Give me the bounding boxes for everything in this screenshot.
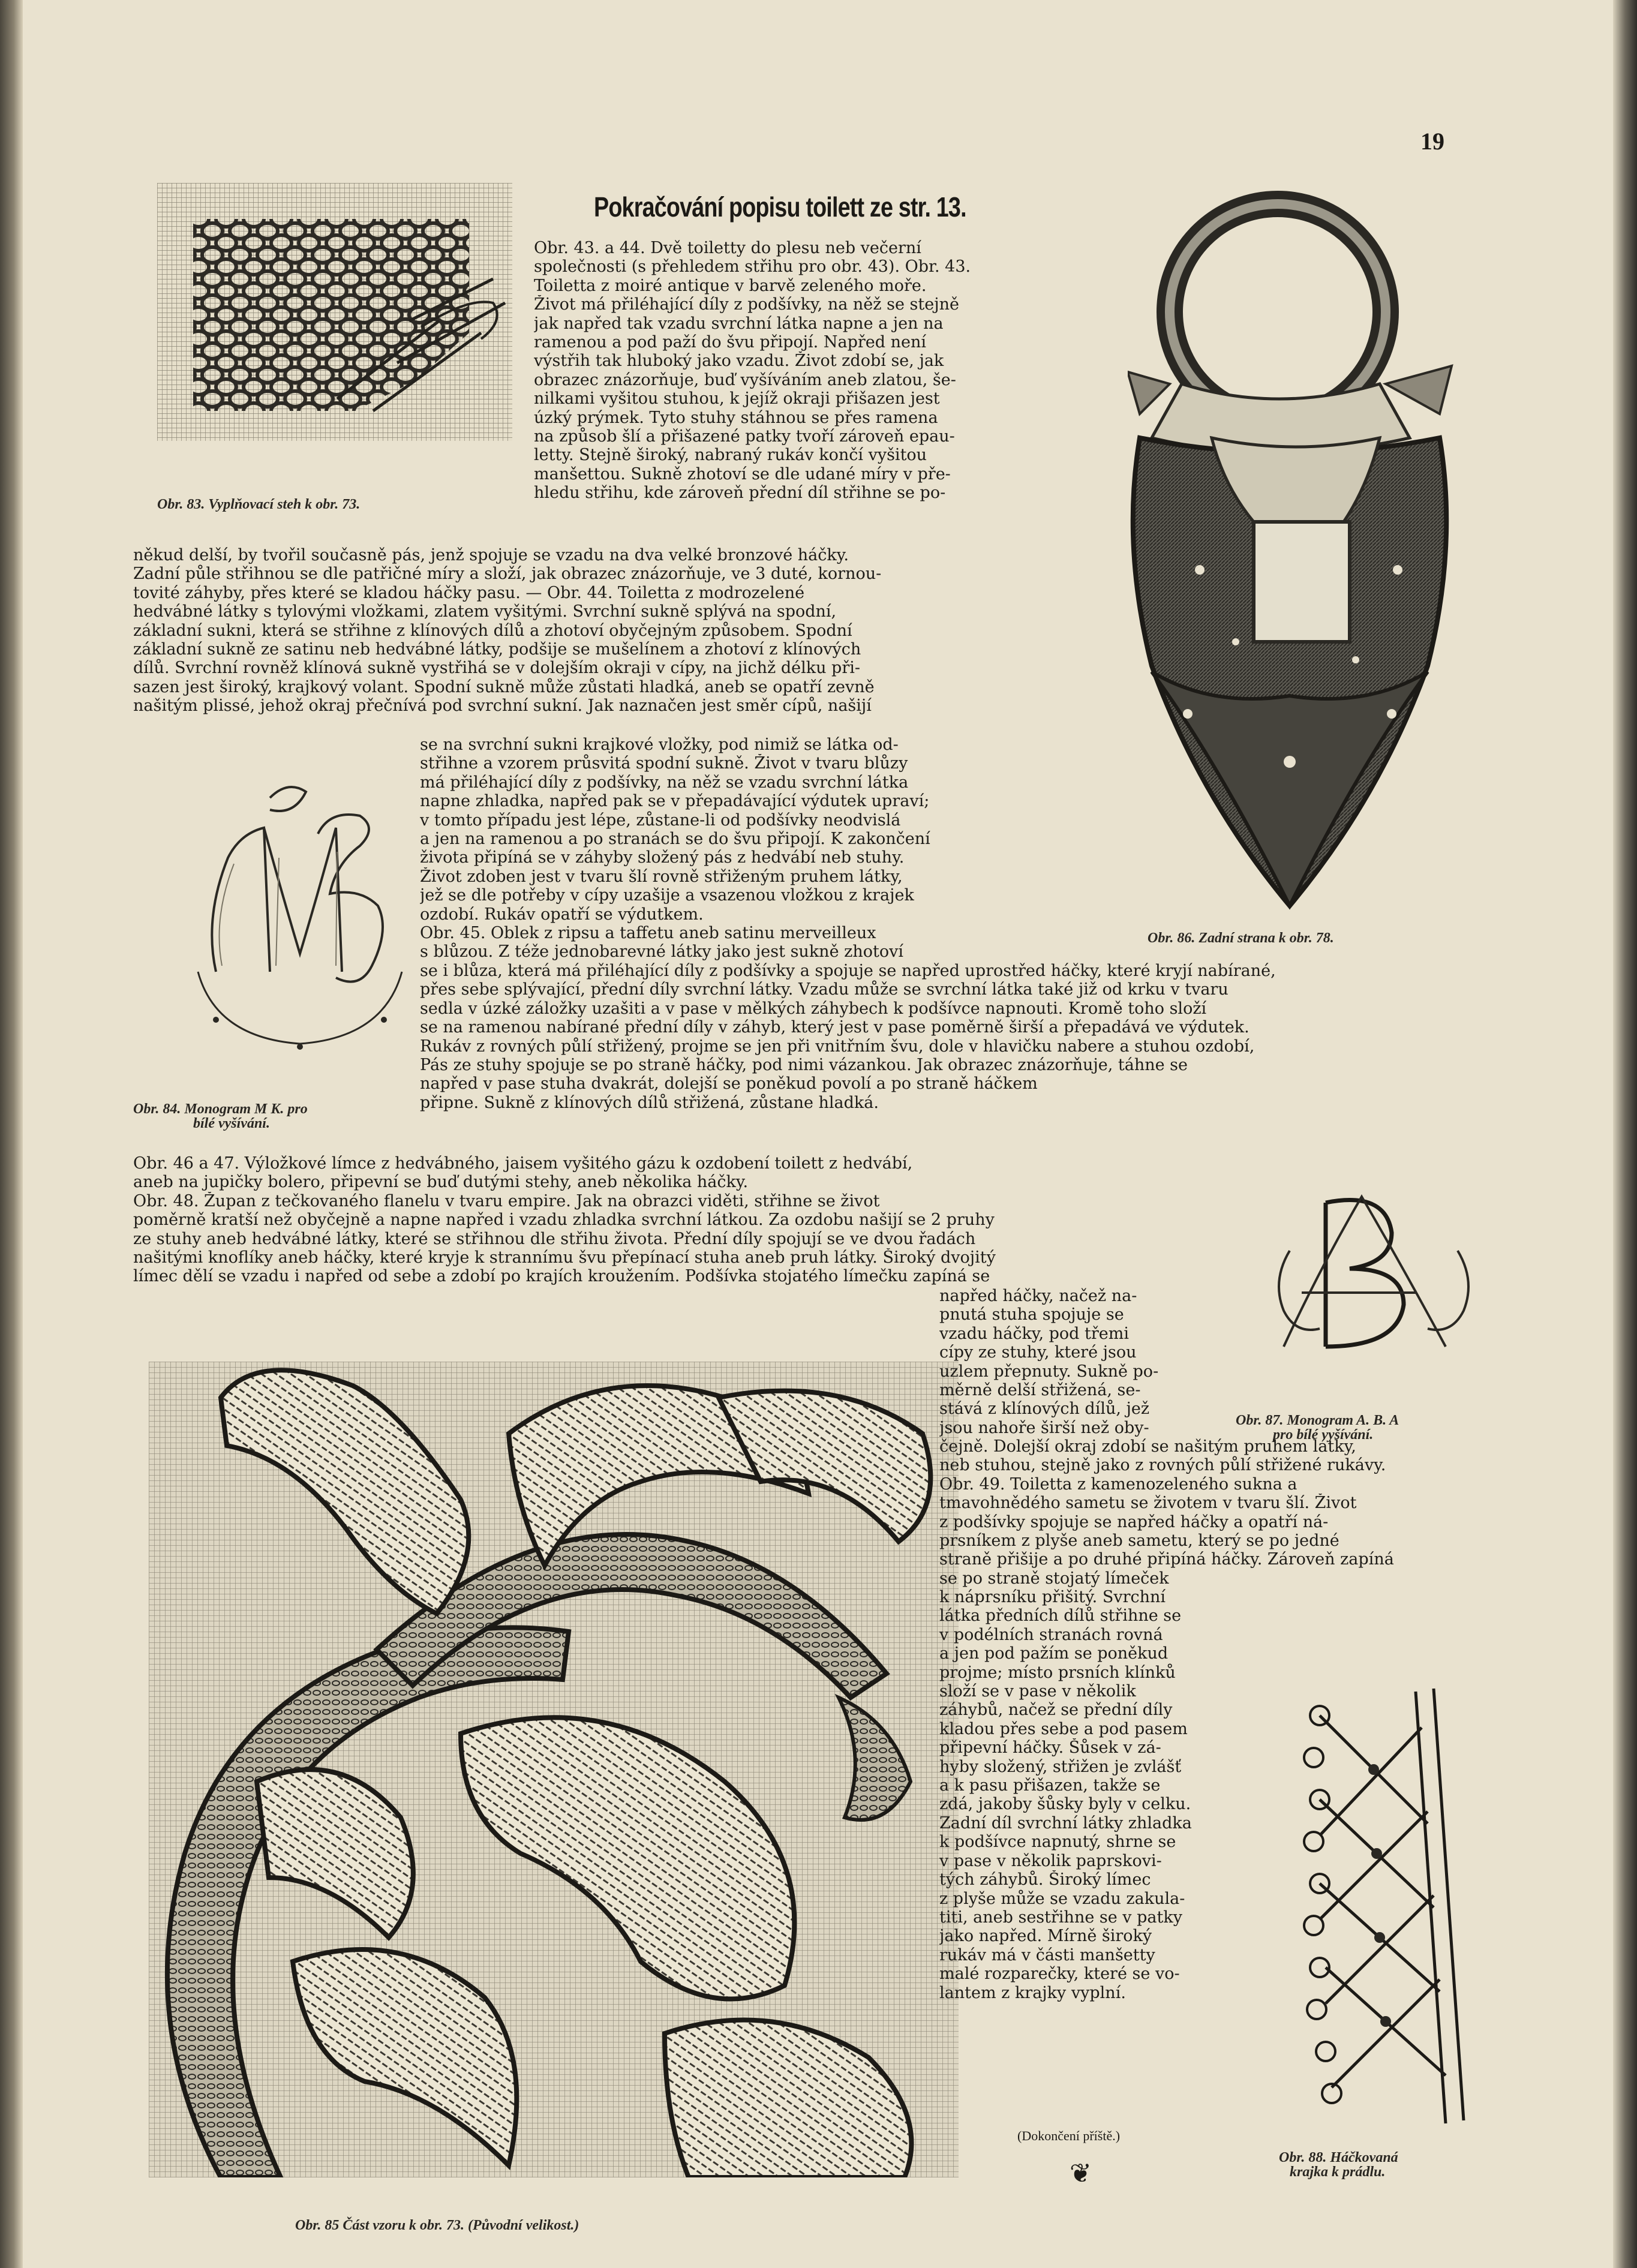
text-line: připne. Sukně z klínových dílů střižená, zůstane hladká.	[420, 1093, 879, 1112]
text-line: a jen pod pažím se poněkud	[939, 1644, 1169, 1663]
text-block-obr-49	[939, 1437, 1458, 1588]
text-line: napne zhladka, napřed pak se v přepadávající výdutek upraví;	[420, 792, 930, 811]
page-edge-shadow	[1613, 0, 1637, 2268]
text-line: zdá, jakoby šůsky byly v celku.	[939, 1795, 1191, 1814]
page-spine-shadow	[0, 0, 23, 2268]
text-line: našitým plissé, jehož okraj přečnívá pod svrchní sukní. Jak naznačen jest směr cípů, našijí	[133, 696, 872, 716]
text-line: Obr. 43. a 44. Dvě toiletty do plesu neb večerní	[534, 239, 921, 257]
text-line: límec dělí se vzadu i napřed od sebe a zdobí po krajích kroužením. Podšívka stojatého límečku zapíná se	[133, 1267, 990, 1286]
text-line: čejně. Dolejší okraj zdobí se našitým pruhem látky,	[939, 1437, 1356, 1456]
text-line: složí se v pase v několik	[939, 1682, 1136, 1701]
text-line: jak napřed tak vzadu svrchní látka napne a jen na	[534, 314, 944, 333]
text-line: Život zdoben jest v tvaru šlí rovně střiženým pruhem látky,	[420, 867, 903, 886]
text-line: z plyše může se vzadu zakula-	[939, 1889, 1185, 1908]
text-line: přes sebe splývající, přední díly svrchní látky. Vzadu může se svrchní látka také již od krku v tvaru	[420, 980, 1228, 999]
page-number: 19	[1420, 128, 1444, 155]
text-line: sazen jest široký, krajkový volant. Spodní sukně může zůstati hladká, aneb se opatří zevně	[133, 677, 875, 696]
figure-85-caption: Obr. 85 Část vzoru k obr. 73. (Původní velikost.)	[295, 2218, 579, 2233]
text-line: s blůzou. Z téže jednobarevné látky jako jest sukně zhotoví	[420, 942, 903, 962]
text-line: tmavohnědého sametu se životem v tvaru šlí. Život	[939, 1494, 1357, 1513]
text-line: měrně delší střižená, se-	[939, 1381, 1141, 1400]
text-line: Život má přiléhající díly z podšívky, na něž se stejně	[534, 295, 959, 314]
text-line: Obr. 46 a 47. Výložkové límce z hedvábného, jaisem vyšitého gázu k ozdobení toilett z hedvábí,	[133, 1154, 913, 1173]
text-line: napřed háčky, načež na-	[939, 1287, 1137, 1305]
text-line: a jen na ramenou a po stranách se do švu připojí. K zakončení	[420, 830, 930, 849]
text-line: lantem z krajky vyplní.	[939, 1983, 1126, 2002]
text-line: sedla v úzké záložky uzašiti a v pase v mělkých záhybech k podšívce napnouti. Kromě toho složí	[420, 999, 1207, 1018]
text-line: Rukáv z rovných půlí střižený, projme se jen při vnitřním švu, dole v hlavičku nabere a stuhou ozdobí,	[420, 1037, 1255, 1056]
text-line: Obr. 45. Oblek z ripsu a taffetu aneb satinu merveilleux	[420, 924, 876, 943]
text-line: Pás ze stuhy spojuje se po straně háčky, pod nimi vázankou. Jak obrazec znázorňuje, táhne se	[420, 1056, 1188, 1075]
text-line: dílů. Svrchní rovněž klínová sukně vystřihá se v dolejším okraji v cípy, na jichž délku při-	[133, 659, 861, 678]
text-line: prsníkem z plyše aneb sametu, který se po jedné	[939, 1531, 1339, 1551]
text-line: hedvábné látky s tylovými vložkami, zlatem vyšitými. Svrchní sukně splývá na spodní,	[133, 602, 837, 621]
text-line: jsou nahoře širší než oby-	[939, 1418, 1149, 1437]
text-line: jako napřed. Mírně široký	[939, 1927, 1152, 1946]
figure-88-caption-line2: krajka k prádlu.	[1290, 2164, 1386, 2180]
text-line: tých záhybů. Široký límec	[939, 1870, 1151, 1890]
text-line: k podšívce napnutý, shrne se	[939, 1833, 1176, 1852]
text-line: straně přišije a po druhé připíná háčky. Zároveň zapíná	[939, 1550, 1394, 1569]
text-line: stává z klínových dílů, jež	[939, 1399, 1150, 1419]
text-line: hledu střihu, kde zároveň přední díl střihne se po-	[534, 483, 946, 503]
embroidery-pattern-illustration	[149, 1362, 959, 2177]
text-line: k náprsníku přišitý. Svrchní	[939, 1588, 1166, 1606]
figure-87-caption-line2: pro bílé vyšívání.	[1273, 1427, 1374, 1443]
text-line: vzadu háčky, pod třemi	[939, 1324, 1130, 1343]
text-line: se po straně stojatý límeček	[939, 1569, 1169, 1588]
text-line: výstřih tak hluboký jako vzadu. Život zdobí se, jak	[534, 352, 944, 371]
figure-84-monogram-mk	[180, 774, 420, 1056]
text-line: titi, aneb sestřihne se v patky	[939, 1907, 1182, 1927]
figure-88-caption-line1: Obr. 88. Háčkovaná	[1279, 2150, 1398, 2165]
figure-85-pattern-detail	[149, 1362, 959, 2177]
handbag-illustration	[1128, 186, 1464, 912]
text-line: má přiléhající díly z podšívky, na něž se vzadu svrchní látka	[420, 773, 909, 792]
text-line: v pase v několik paprskovi-	[939, 1851, 1162, 1870]
figure-84-caption-line2: bílé vyšívání.	[193, 1116, 270, 1131]
text-line: někud delší, by tvořil současně pás, jenž spojuje se vzadu na dva velké bronzové háčky.	[133, 546, 849, 564]
text-line: Toiletta z moiré antique v barvě zeleného moře.	[534, 276, 927, 295]
text-line: Obr. 48. Župan z tečkovaného flanelu v tvaru empire. Jak na obrazci viděti, střihne se život	[133, 1191, 880, 1210]
text-line: letty. Stejně široký, nabraný rukáv končí vyšitou	[534, 446, 927, 465]
text-line: Zadní díl svrchní látky zhladka	[939, 1813, 1192, 1833]
text-line: našitými knoflíky aneb háčky, které kryje k strannímu švu přepínací stuha aneb pruh látky. Široký dvojitý	[133, 1248, 996, 1267]
text-line: se na svrchní sukni krajkové vložky, pod nimiž se látka od-	[420, 735, 899, 754]
text-line: ze stuhy aneb hedvábné látky, které se střihnou dle střihu života. Přední díly spojují se ve dvou řadách	[133, 1229, 976, 1248]
text-line: neb stuhou, stejně jako z rovných půlí střižené rukávy.	[939, 1456, 1386, 1475]
text-line: kladou přes sebe a pod pasem	[939, 1719, 1188, 1738]
text-line: hyby složený, střižen je zvlášť	[939, 1757, 1182, 1776]
text-line: napřed v pase stuha dvakrát, dolejší se poněkud povolí a po straně háčkem	[420, 1074, 1038, 1094]
text-line: malé rozparečky, které se vo-	[939, 1964, 1180, 1984]
text-line: společnosti (s přehledem střihu pro obr. 43). Obr. 43.	[534, 257, 971, 277]
text-line: se na ramenou nabírané přední díly v záhyb, který jest v pase poměrně širší a přepadává ve výdutek.	[420, 1018, 1249, 1037]
text-block-obr-46-48	[133, 1154, 1452, 1286]
figure-87-caption-line1: Obr. 87. Monogram A. B. A	[1236, 1413, 1399, 1428]
text-line: Obr. 49. Toiletta z kamenozeleného sukna a	[939, 1474, 1297, 1494]
ornament-icon: ❦	[1070, 2159, 1092, 2188]
text-block-toilette-44	[133, 546, 1094, 716]
figure-86-bag-back	[1128, 186, 1464, 912]
text-line: projme; místo prsních klínků	[939, 1663, 1176, 1682]
text-line: uzlem přepnuty. Sukně po-	[939, 1362, 1159, 1381]
continued-note: (Dokončení příště.)	[1017, 2128, 1121, 2143]
text-line: v podélních stranách rovná	[939, 1625, 1163, 1644]
text-line: tovité záhyby, přes které se kladou háčky pasu. — Obr. 44. Toiletta z modrozelené	[133, 583, 805, 602]
text-line: poměrně kratší než obyčejně a napne napřed i vzadu zhladka svrchní látkou. Za ozdobu našijí se 2 pruhy	[133, 1210, 995, 1230]
figure-88-crochet-lace	[1296, 1680, 1470, 2129]
text-line: v tomto případu jest lépe, zůstane-li od podšívky neodvislá	[420, 810, 901, 830]
figure-83-filling-stitch	[157, 183, 512, 441]
crochet-lace-illustration	[1296, 1680, 1470, 2129]
monogram-mk-illustration	[180, 774, 420, 1056]
figure-83-caption: Obr. 83. Vyplňovací steh k obr. 73.	[157, 497, 361, 512]
text-line: základní sukně ze satinu neb hedvábné látky, podšije se mušelínem a zhotoví z klínových	[133, 640, 861, 659]
text-line: úzký prýmek. Tyto stuhy stáhnou se přes ramena	[534, 408, 938, 427]
text-line: života připíná se v záhyby složený pás z hedvábí neb stuhy.	[420, 848, 905, 867]
text-line: Zadní půle střihnou se dle patřičné míry a složí, jak obrazec znázorňuje, ve 3 duté, kornou-	[133, 564, 882, 584]
text-line: obrazec znázorňuje, buď vyšíváním aneb zlatou, še-	[534, 370, 956, 389]
text-line: střihne a vzorem průsvitá spodní sukně. Život v tvaru blůzy	[420, 754, 908, 773]
text-line: na způsob šlí a přišazené patky tvoří zároveň epau-	[534, 427, 955, 446]
text-line: z podšívky spojuje se napřed háčky a opatří ná-	[939, 1512, 1329, 1531]
figure-86-caption: Obr. 86. Zadní strana k obr. 78.	[1148, 930, 1334, 946]
text-line: aneb na jupičky bolero, připevní se buď dutými stehy, aneb několika háčky.	[133, 1173, 749, 1192]
text-line: a k pasu přišazen, takže se	[939, 1776, 1161, 1795]
text-line: připevní háčky. Šůsek v zá-	[939, 1738, 1161, 1758]
filling-stitch-illustration	[157, 183, 512, 441]
text-line: ozdobí. Rukáv opatří se výdutkem.	[420, 905, 704, 924]
text-line: jež se dle potřeby v cípy uzašije a vsazenou vložkou z krajek	[420, 886, 914, 905]
text-line: látka předních dílů střihne se	[939, 1606, 1182, 1626]
text-line: základní sukni, která se střihne z klínových dílů a zhotoví obyčejným způsobem. Spodní	[133, 621, 852, 640]
text-line: pnutá stuha spojuje se	[939, 1305, 1124, 1324]
text-block-collar	[939, 1287, 1206, 1437]
text-line: se i blůza, která má přiléhající díly z podšívky a spojuje se napřed uprostřed háčky, které kryjí nabírané,	[420, 962, 1276, 980]
text-block-obr-45	[420, 962, 1452, 1112]
text-block-toilettes-43-44	[534, 239, 1095, 503]
figure-84-caption-line1: Obr. 84. Monogram M K. pro	[133, 1101, 308, 1117]
text-line: ramenou a pod paží do švu připojí. Napřed není	[534, 333, 926, 352]
text-line: cípy ze stuhy, které jsou	[939, 1343, 1137, 1362]
text-block-blouse	[420, 735, 1092, 962]
article-title: Pokračování popisu toilett ze str. 13.	[594, 191, 966, 223]
text-line: nilkami vyšitou stuhou, k jejíž okraji přišazen jest	[534, 389, 940, 408]
text-line: záhybů, načež se přední díly	[939, 1701, 1173, 1720]
text-line: manšettou. Sukně zhotoví se dle udané míry v pře-	[534, 464, 951, 483]
text-line: rukáv má v části manšetty	[939, 1945, 1155, 1964]
text-block-bodice	[939, 1588, 1239, 2002]
